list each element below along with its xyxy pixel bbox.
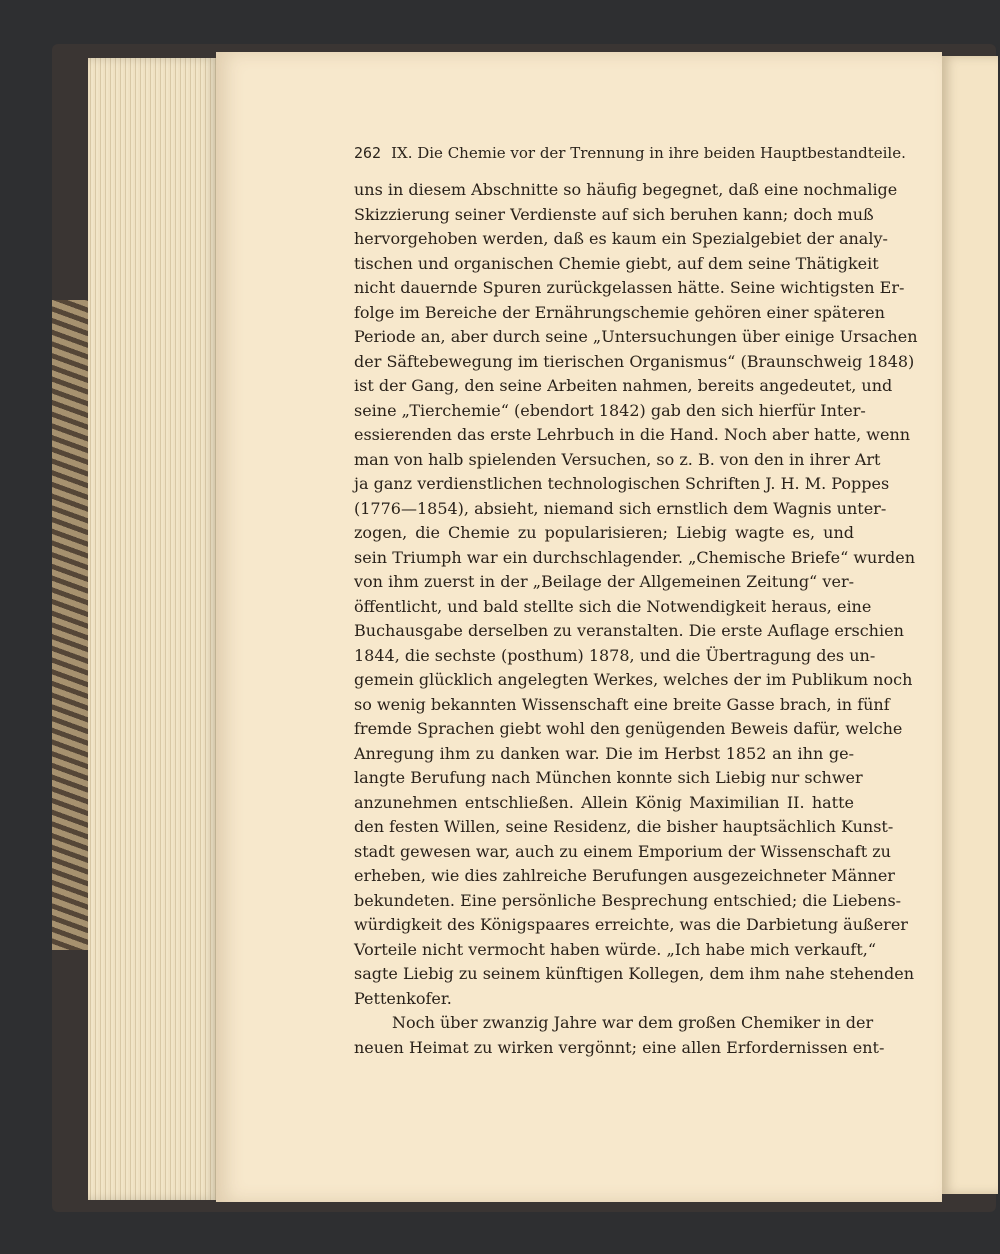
marbled-binding-edge (52, 300, 90, 950)
text-line: fremde Sprachen giebt wohl den genügenden Beweis dafür, welche (354, 719, 903, 738)
text-line: man von halb spielenden Versuchen, so z. B. von den in ihrer Art (354, 449, 881, 469)
text-line: sein Triumph war ein durchschlagender. „Chemische Briefe“ wurden (354, 547, 915, 567)
text-line: den festen Willen, seine Residenz, die bisher hauptsächlich Kunst- (354, 817, 894, 836)
text-line: sagte Liebig zu seinem künftigen Kollegen, dem ihm nahe stehenden (354, 964, 914, 983)
paragraph-start-line: Noch über zwanzig Jahre war dem großen Chemiker in der (392, 1013, 874, 1032)
text-line: Anregung ihm zu danken war. Die im Herbst 1852 an ihn ge- (354, 743, 854, 763)
text-line: öffentlicht, und bald stellte sich die Notwendigkeit heraus, eine (354, 596, 872, 616)
text-line: gemein glücklich angelegten Werkes, welches der im Publikum noch (354, 670, 913, 689)
text-line: 1844, die sechste (posthum) 1878, und die Übertragung des un- (354, 645, 876, 665)
page-header (354, 144, 906, 162)
text-line: erheben, wie dies zahlreiche Berufungen ausgezeichneter Männer (354, 866, 895, 885)
text-line: stadt gewesen war, auch zu einem Emporium der Wissenschaft zu (354, 841, 891, 861)
text-line: Buchausgabe derselben zu veranstalten. Die erste Auflage erschien (354, 621, 904, 640)
text-line: Vorteile nicht vermocht haben würde. „Ich habe mich verkauft,“ (354, 939, 877, 959)
text-line: so wenig bekannten Wissenschaft eine breite Gasse brach, in fünf (354, 694, 890, 714)
text-line: (1776—1854), absieht, niemand sich ernstlich dem Wagnis unter- (354, 498, 887, 518)
text-line: anzunehmen entschließen. Allein König Maximilian II. hatte (354, 792, 854, 812)
text-line: seine „Tierchemie“ (ebendort 1842) gab den sich hierfür Inter- (354, 400, 866, 420)
page-edges (88, 58, 218, 1200)
facing-page-edge (940, 56, 998, 1194)
text-line: ja ganz verdienstlichen technologischen Schriften J. H. M. Poppes (354, 474, 890, 493)
text-line: Periode an, aber durch seine „Untersuchungen über einige Ursachen (354, 327, 918, 346)
page-number: 262 (354, 144, 382, 162)
paragraph-end-line: Pettenkofer. (354, 988, 452, 1008)
text-line: ist der Gang, den seine Arbeiten nahmen, bereits angedeutet, und (354, 376, 893, 395)
text-line: der Säftebewegung im tierischen Organismus“ (Braunschweig 1848) (354, 351, 915, 371)
text-line: folge im Bereiche der Ernährungschemie gehören einer späteren (354, 302, 885, 322)
text-line: zogen, die Chemie zu popularisieren; Liebig wagte es, und (354, 523, 854, 542)
text-line: Skizzierung seiner Verdienste auf sich beruhen kann; doch muß (354, 204, 874, 224)
body-text (354, 178, 918, 1060)
text-line: würdigkeit des Königspaares erreichte, was die Darbietung äußerer (354, 915, 908, 934)
text-line: neuen Heimat zu wirken vergönnt; eine allen Erfordernissen ent- (354, 1037, 885, 1057)
running-header: IX. Die Chemie vor der Trennung in ihre beiden Hauptbestandteile. (391, 144, 906, 162)
text-line: bekundeten. Eine persönliche Besprechung entschied; die Liebens- (354, 890, 902, 910)
text-line: von ihm zuerst in der „Beilage der Allgemeinen Zeitung“ ver- (354, 572, 854, 591)
text-line: langte Berufung nach München konnte sich Liebig nur schwer (354, 768, 863, 787)
book-page (216, 52, 942, 1202)
text-line: tischen und organischen Chemie giebt, auf dem seine Thätigkeit (354, 253, 879, 273)
text-line: essierenden das erste Lehrbuch in die Hand. Noch aber hatte, wenn (354, 425, 911, 444)
text-line: hervorgehoben werden, daß es kaum ein Spezialgebiet der analy- (354, 229, 888, 248)
text-line: uns in diesem Abschnitte so häufig begegnet, daß eine nochmalige (354, 180, 898, 199)
text-line: nicht dauernde Spuren zurückgelassen hätte. Seine wichtigsten Er- (354, 278, 905, 297)
